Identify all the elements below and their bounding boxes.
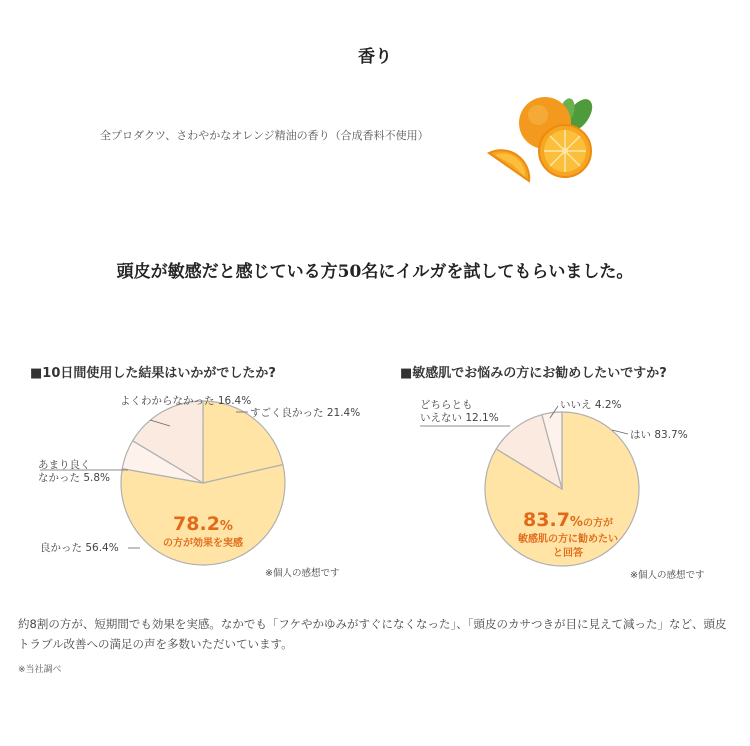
chart1-note: ※個人の感想です <box>265 568 340 579</box>
chart1-slice-label-0: すごく良かった 21.4% <box>250 407 361 419</box>
chart2-note: ※個人の感想です <box>630 570 705 581</box>
chart2-question: ■敏感肌でお悩みの方にお勧めしたいですか? <box>400 366 667 381</box>
fragrance-description: 全プロダクツ、さわやかなオレンジ精油の香り（合成香料不使用） <box>100 129 429 142</box>
chart2-pie <box>420 399 704 581</box>
pie-charts <box>0 380 750 595</box>
chart2-highlight-value: 83.7%の方が <box>523 509 613 531</box>
chart1-slice-label-1: 良かった 56.4% <box>40 542 119 554</box>
headline: 頭皮が敏感だと感じている方50名にイルガを試してもらいました。 <box>116 262 634 282</box>
chart2-highlight-caption: と回答 <box>553 548 583 559</box>
section-title: 香り <box>358 47 392 67</box>
chart1-slice-label-2: なかった 5.8% <box>38 472 111 484</box>
chart2-slice-label-0: はい 83.7% <box>630 429 688 441</box>
footer-note: ※当社調べ <box>18 665 62 675</box>
chart1-slice-label-2: あまり良く <box>38 459 91 471</box>
chart1-question: ■10日間使用した結果はいかがでしたか? <box>30 366 276 381</box>
chart1-pie <box>38 395 360 579</box>
chart1-highlight-caption: の方が効果を実感 <box>163 538 243 549</box>
footer-text: 約8割の方が、短期間でも効果を実感。なかでも「フケやかゆみがすぐになくなった」、「頭皮のカサつきが目に見えて減った」など、頭皮トラブル改善への満足の声を多数いただいています。 <box>18 617 727 651</box>
chart2-highlight-caption: 敏感肌の方に勧めたい <box>518 534 618 545</box>
chart2-slice-label-2: いいえ 4.2% <box>560 399 622 411</box>
chart1-slice-label-3: よくわからなかった 16.4% <box>120 395 252 407</box>
orange-image <box>483 93 595 188</box>
chart2-slice-label-1: いえない 12.1% <box>420 412 499 424</box>
chart1-highlight-value: 78.2% <box>173 513 233 535</box>
chart2-slice-label-1: どちらとも <box>420 399 473 411</box>
